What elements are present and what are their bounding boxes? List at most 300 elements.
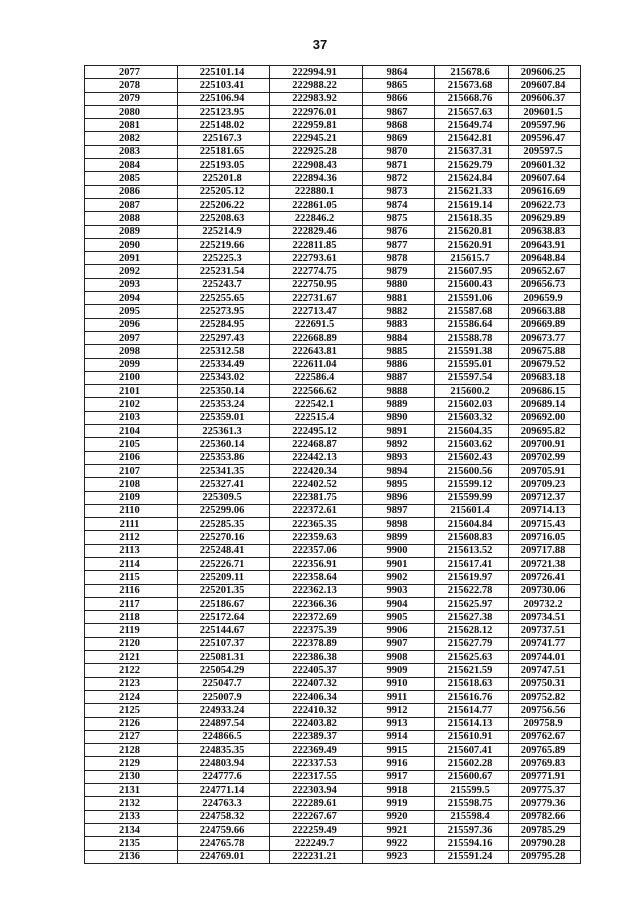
x-coordinate-a-cell: 225193.05 [178, 159, 270, 172]
x-coordinate-b-cell: 215588.78 [435, 331, 509, 344]
y-coordinate-a-cell: 222389.37 [270, 730, 363, 743]
y-coordinate-a-cell: 222894.36 [270, 172, 363, 185]
x-coordinate-b-cell: 215604.35 [435, 425, 509, 438]
table-row [85, 744, 581, 757]
point-number-a-cell: 2118 [85, 611, 178, 624]
point-number-a-cell: 2134 [85, 823, 178, 836]
x-coordinate-a-cell: 225285.35 [178, 518, 270, 531]
point-number-b-cell: 9902 [363, 571, 435, 584]
table-row [85, 664, 581, 677]
point-number-b-cell: 9886 [363, 358, 435, 371]
table-row [85, 132, 581, 145]
point-number-b-cell: 9912 [363, 704, 435, 717]
point-number-b-cell: 9888 [363, 385, 435, 398]
point-number-a-cell: 2122 [85, 664, 178, 677]
x-coordinate-a-cell: 225226.71 [178, 557, 270, 570]
x-coordinate-a-cell: 224769.01 [178, 850, 270, 863]
table-row [85, 717, 581, 730]
x-coordinate-b-cell: 215619.14 [435, 198, 509, 211]
x-coordinate-b-cell: 215601.4 [435, 504, 509, 517]
point-number-a-cell: 2102 [85, 398, 178, 411]
x-coordinate-a-cell: 224777.6 [178, 770, 270, 783]
y-coordinate-b-cell: 209616.69 [509, 185, 581, 198]
y-coordinate-b-cell: 209769.83 [509, 757, 581, 770]
point-number-a-cell: 2094 [85, 292, 178, 305]
point-number-b-cell: 9869 [363, 132, 435, 145]
x-coordinate-b-cell: 215627.38 [435, 611, 509, 624]
y-coordinate-a-cell: 222542.1 [270, 398, 363, 411]
y-coordinate-a-cell: 222750.95 [270, 278, 363, 291]
point-number-b-cell: 9880 [363, 278, 435, 291]
table-row [85, 571, 581, 584]
point-number-a-cell: 2086 [85, 185, 178, 198]
y-coordinate-b-cell: 209752.82 [509, 690, 581, 703]
point-number-a-cell: 2087 [85, 198, 178, 211]
x-coordinate-a-cell: 225208.63 [178, 212, 270, 225]
x-coordinate-b-cell: 215607.95 [435, 265, 509, 278]
y-coordinate-a-cell: 222406.34 [270, 690, 363, 703]
x-coordinate-b-cell: 215620.81 [435, 225, 509, 238]
table-row [85, 611, 581, 624]
y-coordinate-a-cell: 222495.12 [270, 425, 363, 438]
y-coordinate-a-cell: 222731.67 [270, 292, 363, 305]
y-coordinate-b-cell: 209601.32 [509, 159, 581, 172]
table-row [85, 119, 581, 132]
y-coordinate-b-cell: 209648.84 [509, 252, 581, 265]
y-coordinate-a-cell: 222959.81 [270, 119, 363, 132]
coordinates-table-container [84, 65, 580, 864]
x-coordinate-a-cell: 224835.35 [178, 744, 270, 757]
x-coordinate-a-cell: 225255.65 [178, 292, 270, 305]
point-number-a-cell: 2091 [85, 252, 178, 265]
y-coordinate-a-cell: 222468.87 [270, 438, 363, 451]
point-number-a-cell: 2078 [85, 79, 178, 92]
point-number-a-cell: 2109 [85, 491, 178, 504]
y-coordinate-a-cell: 222908.43 [270, 159, 363, 172]
point-number-a-cell: 2132 [85, 797, 178, 810]
x-coordinate-b-cell: 215586.64 [435, 318, 509, 331]
x-coordinate-b-cell: 215597.54 [435, 371, 509, 384]
point-number-a-cell: 2125 [85, 704, 178, 717]
point-number-b-cell: 9914 [363, 730, 435, 743]
point-number-b-cell: 9904 [363, 597, 435, 610]
point-number-a-cell: 2101 [85, 385, 178, 398]
point-number-a-cell: 2095 [85, 305, 178, 318]
point-number-b-cell: 9871 [363, 159, 435, 172]
y-coordinate-a-cell: 222369.49 [270, 744, 363, 757]
x-coordinate-a-cell: 224765.78 [178, 837, 270, 850]
y-coordinate-b-cell: 209712.37 [509, 491, 581, 504]
table-row [85, 584, 581, 597]
y-coordinate-a-cell: 222774.75 [270, 265, 363, 278]
y-coordinate-b-cell: 209790.28 [509, 837, 581, 850]
x-coordinate-b-cell: 215621.59 [435, 664, 509, 677]
point-number-b-cell: 9915 [363, 744, 435, 757]
y-coordinate-b-cell: 209779.36 [509, 797, 581, 810]
point-number-b-cell: 9865 [363, 79, 435, 92]
table-row [85, 491, 581, 504]
table-row [85, 79, 581, 92]
point-number-b-cell: 9864 [363, 66, 435, 79]
x-coordinate-a-cell: 225214.9 [178, 225, 270, 238]
x-coordinate-a-cell: 225144.67 [178, 624, 270, 637]
y-coordinate-b-cell: 209607.84 [509, 79, 581, 92]
x-coordinate-b-cell: 215649.74 [435, 119, 509, 132]
point-number-b-cell: 9881 [363, 292, 435, 305]
x-coordinate-a-cell: 225341.35 [178, 464, 270, 477]
y-coordinate-a-cell: 222381.75 [270, 491, 363, 504]
x-coordinate-b-cell: 215602.28 [435, 757, 509, 770]
y-coordinate-b-cell: 209785.29 [509, 823, 581, 836]
point-number-b-cell: 9916 [363, 757, 435, 770]
y-coordinate-b-cell: 209750.31 [509, 677, 581, 690]
table-row [85, 770, 581, 783]
y-coordinate-a-cell: 222713.47 [270, 305, 363, 318]
point-number-b-cell: 9913 [363, 717, 435, 730]
x-coordinate-b-cell: 215591.38 [435, 345, 509, 358]
y-coordinate-b-cell: 209695.82 [509, 425, 581, 438]
table-row [85, 292, 581, 305]
x-coordinate-a-cell: 225007.9 [178, 690, 270, 703]
table-row [85, 358, 581, 371]
point-number-b-cell: 9898 [363, 518, 435, 531]
y-coordinate-b-cell: 209732.2 [509, 597, 581, 610]
point-number-b-cell: 9922 [363, 837, 435, 850]
point-number-a-cell: 2088 [85, 212, 178, 225]
x-coordinate-b-cell: 215603.32 [435, 411, 509, 424]
point-number-b-cell: 9919 [363, 797, 435, 810]
y-coordinate-b-cell: 209741.77 [509, 637, 581, 650]
table-row [85, 810, 581, 823]
y-coordinate-a-cell: 222442.13 [270, 451, 363, 464]
x-coordinate-b-cell: 215600.2 [435, 385, 509, 398]
point-number-a-cell: 2117 [85, 597, 178, 610]
y-coordinate-b-cell: 209709.23 [509, 478, 581, 491]
y-coordinate-b-cell: 209663.88 [509, 305, 581, 318]
point-number-b-cell: 9923 [363, 850, 435, 863]
y-coordinate-a-cell: 222668.89 [270, 331, 363, 344]
y-coordinate-a-cell: 222829.46 [270, 225, 363, 238]
y-coordinate-b-cell: 209683.18 [509, 371, 581, 384]
y-coordinate-b-cell: 209744.01 [509, 651, 581, 664]
x-coordinate-a-cell: 225273.95 [178, 305, 270, 318]
table-row [85, 345, 581, 358]
x-coordinate-b-cell: 215616.76 [435, 690, 509, 703]
x-coordinate-a-cell: 225101.14 [178, 66, 270, 79]
x-coordinate-a-cell: 225047.7 [178, 677, 270, 690]
point-number-b-cell: 9876 [363, 225, 435, 238]
x-coordinate-b-cell: 215614.77 [435, 704, 509, 717]
table-row [85, 438, 581, 451]
x-coordinate-b-cell: 215599.99 [435, 491, 509, 504]
point-number-b-cell: 9879 [363, 265, 435, 278]
x-coordinate-a-cell: 225103.41 [178, 79, 270, 92]
table-row [85, 371, 581, 384]
point-number-a-cell: 2097 [85, 331, 178, 344]
point-number-b-cell: 9920 [363, 810, 435, 823]
table-row [85, 385, 581, 398]
point-number-a-cell: 2129 [85, 757, 178, 770]
table-row [85, 92, 581, 105]
x-coordinate-b-cell: 215657.63 [435, 105, 509, 118]
y-coordinate-b-cell: 209606.37 [509, 92, 581, 105]
point-number-b-cell: 9894 [363, 464, 435, 477]
x-coordinate-a-cell: 225360.14 [178, 438, 270, 451]
table-row [85, 730, 581, 743]
table-row [85, 464, 581, 477]
y-coordinate-a-cell: 222357.06 [270, 544, 363, 557]
y-coordinate-a-cell: 222643.81 [270, 345, 363, 358]
y-coordinate-b-cell: 209607.64 [509, 172, 581, 185]
y-coordinate-a-cell: 222337.53 [270, 757, 363, 770]
x-coordinate-a-cell: 225225.3 [178, 252, 270, 265]
y-coordinate-b-cell: 209721.38 [509, 557, 581, 570]
table-row [85, 451, 581, 464]
x-coordinate-b-cell: 215642.81 [435, 132, 509, 145]
y-coordinate-b-cell: 209686.15 [509, 385, 581, 398]
y-coordinate-a-cell: 222231.21 [270, 850, 363, 863]
y-coordinate-b-cell: 209673.77 [509, 331, 581, 344]
point-number-a-cell: 2123 [85, 677, 178, 690]
y-coordinate-a-cell: 222405.37 [270, 664, 363, 677]
y-coordinate-a-cell: 222611.04 [270, 358, 363, 371]
x-coordinate-a-cell: 225270.16 [178, 531, 270, 544]
point-number-a-cell: 2106 [85, 451, 178, 464]
x-coordinate-a-cell: 225299.06 [178, 504, 270, 517]
x-coordinate-a-cell: 225359.01 [178, 411, 270, 424]
point-number-a-cell: 2116 [85, 584, 178, 597]
table-row [85, 624, 581, 637]
point-number-a-cell: 2083 [85, 145, 178, 158]
x-coordinate-a-cell: 225248.41 [178, 544, 270, 557]
y-coordinate-b-cell: 209715.43 [509, 518, 581, 531]
point-number-a-cell: 2100 [85, 371, 178, 384]
table-row [85, 198, 581, 211]
point-number-b-cell: 9870 [363, 145, 435, 158]
table-row [85, 398, 581, 411]
point-number-a-cell: 2082 [85, 132, 178, 145]
table-row [85, 677, 581, 690]
point-number-b-cell: 9891 [363, 425, 435, 438]
y-coordinate-a-cell: 222994.91 [270, 66, 363, 79]
x-coordinate-a-cell: 225343.02 [178, 371, 270, 384]
y-coordinate-b-cell: 209643.91 [509, 238, 581, 251]
x-coordinate-a-cell: 225209.11 [178, 571, 270, 584]
y-coordinate-a-cell: 222566.62 [270, 385, 363, 398]
table-row [85, 425, 581, 438]
point-number-b-cell: 9908 [363, 651, 435, 664]
y-coordinate-a-cell: 222880.1 [270, 185, 363, 198]
point-number-a-cell: 2099 [85, 358, 178, 371]
y-coordinate-b-cell: 209689.14 [509, 398, 581, 411]
y-coordinate-b-cell: 209758.9 [509, 717, 581, 730]
point-number-b-cell: 9917 [363, 770, 435, 783]
point-number-a-cell: 2114 [85, 557, 178, 570]
x-coordinate-b-cell: 215627.79 [435, 637, 509, 650]
y-coordinate-b-cell: 209795.28 [509, 850, 581, 863]
y-coordinate-b-cell: 209656.73 [509, 278, 581, 291]
table-row [85, 850, 581, 863]
x-coordinate-a-cell: 224933.24 [178, 704, 270, 717]
table-row [85, 823, 581, 836]
x-coordinate-b-cell: 215602.03 [435, 398, 509, 411]
x-coordinate-b-cell: 215613.52 [435, 544, 509, 557]
table-row [85, 637, 581, 650]
x-coordinate-b-cell: 215619.97 [435, 571, 509, 584]
y-coordinate-b-cell: 209652.67 [509, 265, 581, 278]
y-coordinate-a-cell: 222988.22 [270, 79, 363, 92]
point-number-b-cell: 9867 [363, 105, 435, 118]
y-coordinate-b-cell: 209597.5 [509, 145, 581, 158]
x-coordinate-b-cell: 215597.36 [435, 823, 509, 836]
table-row [85, 837, 581, 850]
y-coordinate-b-cell: 209717.88 [509, 544, 581, 557]
y-coordinate-a-cell: 222861.05 [270, 198, 363, 211]
x-coordinate-b-cell: 215600.56 [435, 464, 509, 477]
point-number-a-cell: 2110 [85, 504, 178, 517]
x-coordinate-a-cell: 225054.29 [178, 664, 270, 677]
point-number-b-cell: 9905 [363, 611, 435, 624]
point-number-a-cell: 2103 [85, 411, 178, 424]
x-coordinate-b-cell: 215621.33 [435, 185, 509, 198]
point-number-b-cell: 9872 [363, 172, 435, 185]
y-coordinate-b-cell: 209606.25 [509, 66, 581, 79]
y-coordinate-b-cell: 209659.9 [509, 292, 581, 305]
table-row [85, 797, 581, 810]
x-coordinate-b-cell: 215673.68 [435, 79, 509, 92]
point-number-a-cell: 2113 [85, 544, 178, 557]
point-number-a-cell: 2131 [85, 784, 178, 797]
y-coordinate-a-cell: 222366.36 [270, 597, 363, 610]
table-row [85, 757, 581, 770]
point-number-a-cell: 2079 [85, 92, 178, 105]
point-number-a-cell: 2096 [85, 318, 178, 331]
x-coordinate-b-cell: 215604.84 [435, 518, 509, 531]
x-coordinate-a-cell: 225123.95 [178, 105, 270, 118]
y-coordinate-a-cell: 222402.52 [270, 478, 363, 491]
x-coordinate-b-cell: 215615.7 [435, 252, 509, 265]
table-row [85, 690, 581, 703]
x-coordinate-a-cell: 225361.3 [178, 425, 270, 438]
x-coordinate-a-cell: 225205.12 [178, 185, 270, 198]
x-coordinate-b-cell: 215610.91 [435, 730, 509, 743]
point-number-b-cell: 9911 [363, 690, 435, 703]
point-number-a-cell: 2105 [85, 438, 178, 451]
point-number-b-cell: 9900 [363, 544, 435, 557]
y-coordinate-a-cell: 222515.4 [270, 411, 363, 424]
y-coordinate-a-cell: 222691.5 [270, 318, 363, 331]
x-coordinate-b-cell: 215678.6 [435, 66, 509, 79]
x-coordinate-a-cell: 225107.37 [178, 637, 270, 650]
point-number-b-cell: 9868 [363, 119, 435, 132]
x-coordinate-a-cell: 225148.02 [178, 119, 270, 132]
point-number-b-cell: 9896 [363, 491, 435, 504]
point-number-b-cell: 9910 [363, 677, 435, 690]
point-number-a-cell: 2120 [85, 637, 178, 650]
y-coordinate-b-cell: 209705.91 [509, 464, 581, 477]
point-number-b-cell: 9909 [363, 664, 435, 677]
point-number-a-cell: 2089 [85, 225, 178, 238]
y-coordinate-a-cell: 222846.2 [270, 212, 363, 225]
y-coordinate-b-cell: 209716.05 [509, 531, 581, 544]
table-row [85, 411, 581, 424]
table-row [85, 185, 581, 198]
y-coordinate-b-cell: 209679.52 [509, 358, 581, 371]
x-coordinate-b-cell: 215614.13 [435, 717, 509, 730]
y-coordinate-b-cell: 209629.89 [509, 212, 581, 225]
x-coordinate-a-cell: 224866.5 [178, 730, 270, 743]
point-number-b-cell: 9878 [363, 252, 435, 265]
x-coordinate-a-cell: 225206.22 [178, 198, 270, 211]
x-coordinate-b-cell: 215591.06 [435, 292, 509, 305]
point-number-b-cell: 9895 [363, 478, 435, 491]
x-coordinate-b-cell: 215668.76 [435, 92, 509, 105]
point-number-a-cell: 2080 [85, 105, 178, 118]
y-coordinate-a-cell: 222945.21 [270, 132, 363, 145]
point-number-b-cell: 9918 [363, 784, 435, 797]
y-coordinate-b-cell: 209782.66 [509, 810, 581, 823]
x-coordinate-b-cell: 215628.12 [435, 624, 509, 637]
x-coordinate-a-cell: 224763.3 [178, 797, 270, 810]
point-number-a-cell: 2135 [85, 837, 178, 850]
table-row [85, 478, 581, 491]
y-coordinate-b-cell: 209700.91 [509, 438, 581, 451]
y-coordinate-a-cell: 222267.67 [270, 810, 363, 823]
y-coordinate-b-cell: 209756.56 [509, 704, 581, 717]
x-coordinate-b-cell: 215625.97 [435, 597, 509, 610]
y-coordinate-b-cell: 209669.89 [509, 318, 581, 331]
x-coordinate-a-cell: 225186.67 [178, 597, 270, 610]
x-coordinate-a-cell: 225081.31 [178, 651, 270, 664]
point-number-b-cell: 9903 [363, 584, 435, 597]
x-coordinate-b-cell: 215599.5 [435, 784, 509, 797]
x-coordinate-a-cell: 225106.94 [178, 92, 270, 105]
y-coordinate-a-cell: 222359.63 [270, 531, 363, 544]
table-row [85, 225, 581, 238]
y-coordinate-a-cell: 222586.4 [270, 371, 363, 384]
page-number: 37 [312, 37, 328, 52]
x-coordinate-b-cell: 215620.91 [435, 238, 509, 251]
x-coordinate-a-cell: 225350.14 [178, 385, 270, 398]
point-number-a-cell: 2085 [85, 172, 178, 185]
point-number-b-cell: 9882 [363, 305, 435, 318]
table-row [85, 544, 581, 557]
point-number-a-cell: 2133 [85, 810, 178, 823]
x-coordinate-b-cell: 215624.84 [435, 172, 509, 185]
y-coordinate-b-cell: 209638.83 [509, 225, 581, 238]
table-row [85, 504, 581, 517]
x-coordinate-b-cell: 215598.75 [435, 797, 509, 810]
table-row [85, 252, 581, 265]
y-coordinate-a-cell: 222365.35 [270, 518, 363, 531]
x-coordinate-b-cell: 215618.63 [435, 677, 509, 690]
point-number-b-cell: 9892 [363, 438, 435, 451]
y-coordinate-b-cell: 209622.73 [509, 198, 581, 211]
point-number-b-cell: 9890 [363, 411, 435, 424]
table-row [85, 66, 581, 79]
point-number-b-cell: 9901 [363, 557, 435, 570]
coordinates-table-body [85, 66, 581, 864]
x-coordinate-a-cell: 224758.32 [178, 810, 270, 823]
point-number-a-cell: 2081 [85, 119, 178, 132]
table-row [85, 784, 581, 797]
y-coordinate-b-cell: 209737.51 [509, 624, 581, 637]
point-number-a-cell: 2092 [85, 265, 178, 278]
y-coordinate-b-cell: 209775.37 [509, 784, 581, 797]
table-row [85, 518, 581, 531]
point-number-a-cell: 2104 [85, 425, 178, 438]
point-number-b-cell: 9884 [363, 331, 435, 344]
